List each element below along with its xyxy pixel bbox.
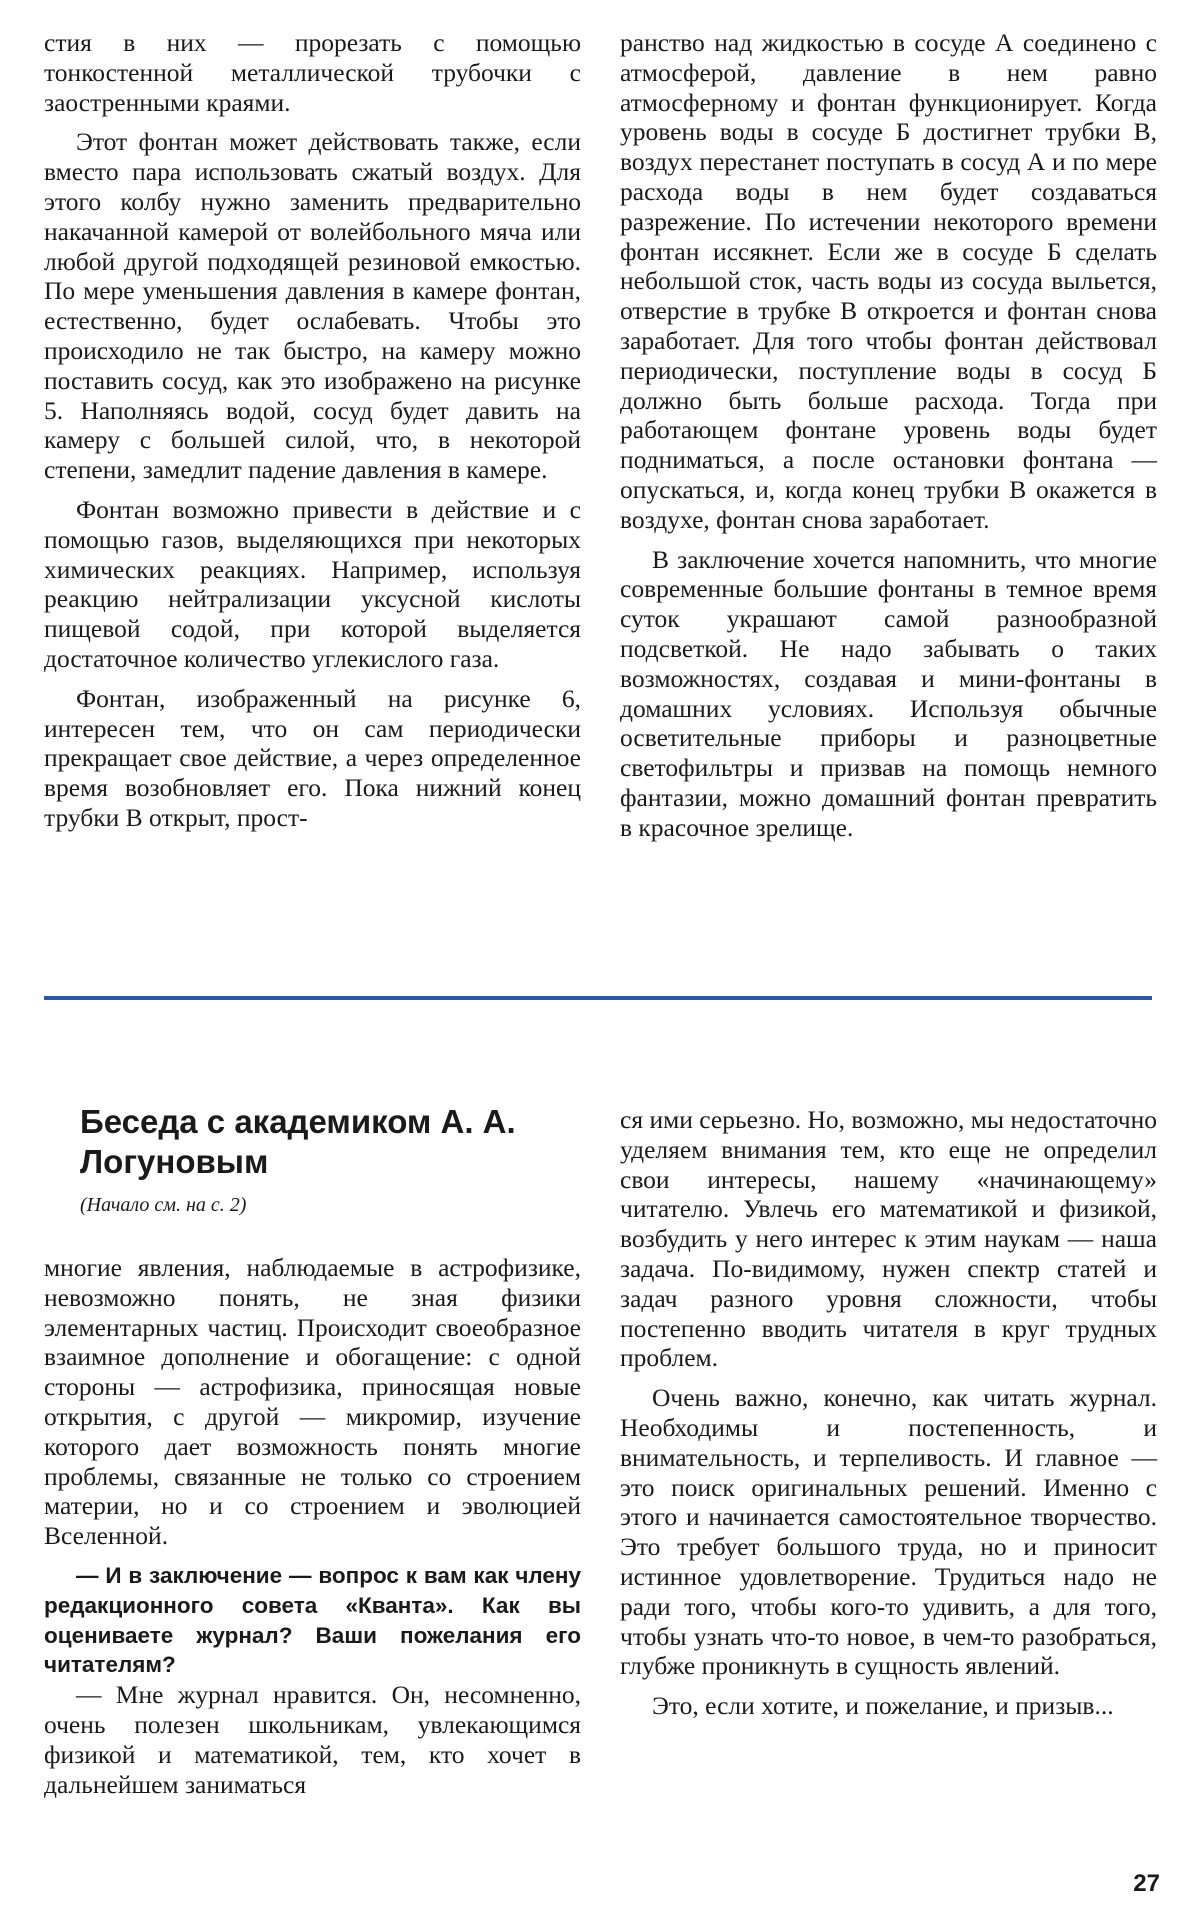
paragraph: Это, если хотите, и пожелание, и призыв... <box>652 1691 1114 1721</box>
top-right-column <box>620 28 1157 843</box>
paragraph: ранство над жидкостью в сосуде А соединено с атмосферой, давление в нем равно атмосферному и фонтан функционирует. Когда уровень воды в сосуде Б достигнет трубки В, воздух перестанет поступать в сосуд А и по мере расхода воды в нем будет создаваться разрежение. По истечении некоторого времени фонтан иссякнет. Если же в сосуде Б сделать небольшой сток, часть воды из сосуда выльется, отверстие в трубке В откроется и фонтан снова заработает. Для того чтобы фонтан действовал периодически, поступление воды в сосуд Б должно быть больше расхода. Тогда при работающем фонтане уровень воды будет подниматься, а после остановки фонтана — опускаться, и, когда конец трубки В окажется в воздухе, фонтан снова заработает. <box>620 28 1157 534</box>
paragraph: Фонтан, изображенный на рисунке 6, интересен тем, что он сам периодически прекращает свое действие, а через определенное время возобновляет его. Пока нижний конец трубки В открыт, прост- <box>44 683 581 832</box>
bottom-right-column <box>620 1105 1157 1721</box>
interview-question: — И в заключение — вопрос к вам как члену редакционного совета «Кванта». Как вы оцениваете журнал? Ваши пожелания его читателям? <box>44 1562 581 1678</box>
paragraph: ся ими серьезно. Но, возможно, мы недостаточно уделяем внимания тем, кто еще не определил свои интересы, нашему «начинающему» читателю. Увлечь его математикой и физикой, возбудить у него интерес к этим наукам — наша задача. По-видимому, нужен спектр статей и задач разного уровня сложности, чтобы постепенно вводить читателя в круг трудных проблем. <box>620 1105 1157 1373</box>
paragraph: Этот фонтан может действовать также, если вместо пара использовать сжатый воздух. Для этого колбу нужно заменить предварительно накачанной камерой от волейбольного мяча или любой другой подходящей резиновой емкостью. По мере уменьшения давления в камере фонтан, естественно, будет ослабевать. Чтобы это происходило не так быстро, на камеру можно поставить сосуд, как это изображено на рисунке 5. Наполняясь водой, сосуд будет давить на камеру с большей силой, что, в некоторой степени, замедлит падение давления в камере. <box>44 127 581 485</box>
bottom-left-column <box>44 1253 581 1799</box>
paragraph: многие явления, наблюдаемые в астрофизике, невозможно понять, не зная физики элементарных частиц. Происходит своеобразное взаимное дополнение и обогащение: с одной стороны — астрофизика, приносящая новые открытия, с другой — микромир, изучение которого дает возможность понять многие проблемы, связанные не только со строением материи, но и со строением и эволюцией Вселенной. <box>44 1253 581 1551</box>
top-left-column <box>44 28 581 833</box>
paragraph: Очень важно, конечно, как читать журнал. Необходимы и постепенность, и внимательность, и терпеливость. И главное — это поиск оригинальных решений. Именно с этого и начинается самостоятельное творчество. Это требует большого труда, но и приносит истинное удовлетворение. Трудиться надо не ради того, чтобы кого-то удивить, а для того, чтобы узнать что-то новое, в чем-то разобраться, глубже проникнуть в сущность явлений. <box>620 1383 1157 1681</box>
continued-note: (Начало см. на с. 2) <box>80 1194 247 1216</box>
interview-answer: — Мне журнал нравится. Он, несомненно, очень полезен школьникам, увлекающимся физикой и математикой, тем, кто хочет в дальнейшем заниматься <box>44 1680 581 1799</box>
paragraph: В заключение хочется напомнить, что многие современные большие фонтаны в темное время суток украшают самой разнообразной подсветкой. Не надо забывать о таких возможностях, создавая и мини-фонтаны в домашних условиях. Используя обычные осветительные приборы и разноцветные светофильтры и призвав на помощь немного фантазии, можно домашний фонтан превратить в красочное зрелище. <box>620 544 1157 842</box>
article-title: Беседа с академиком А. А. Логуновым <box>80 1103 516 1180</box>
section-divider <box>44 996 1152 1000</box>
page-number: 27 <box>1133 1870 1160 1897</box>
paragraph: Фонтан возможно привести в действие и с помощью газов, выделяющихся при некоторых химических реакциях. Например, используя реакцию нейтрализации уксусной кислоты пищевой содой, при которой выделяется достаточное количество углекислого газа. <box>44 494 581 673</box>
paragraph: стия в них — прорезать с помощью тонкостенной металлической трубочки с заостренными краями. <box>44 28 581 117</box>
